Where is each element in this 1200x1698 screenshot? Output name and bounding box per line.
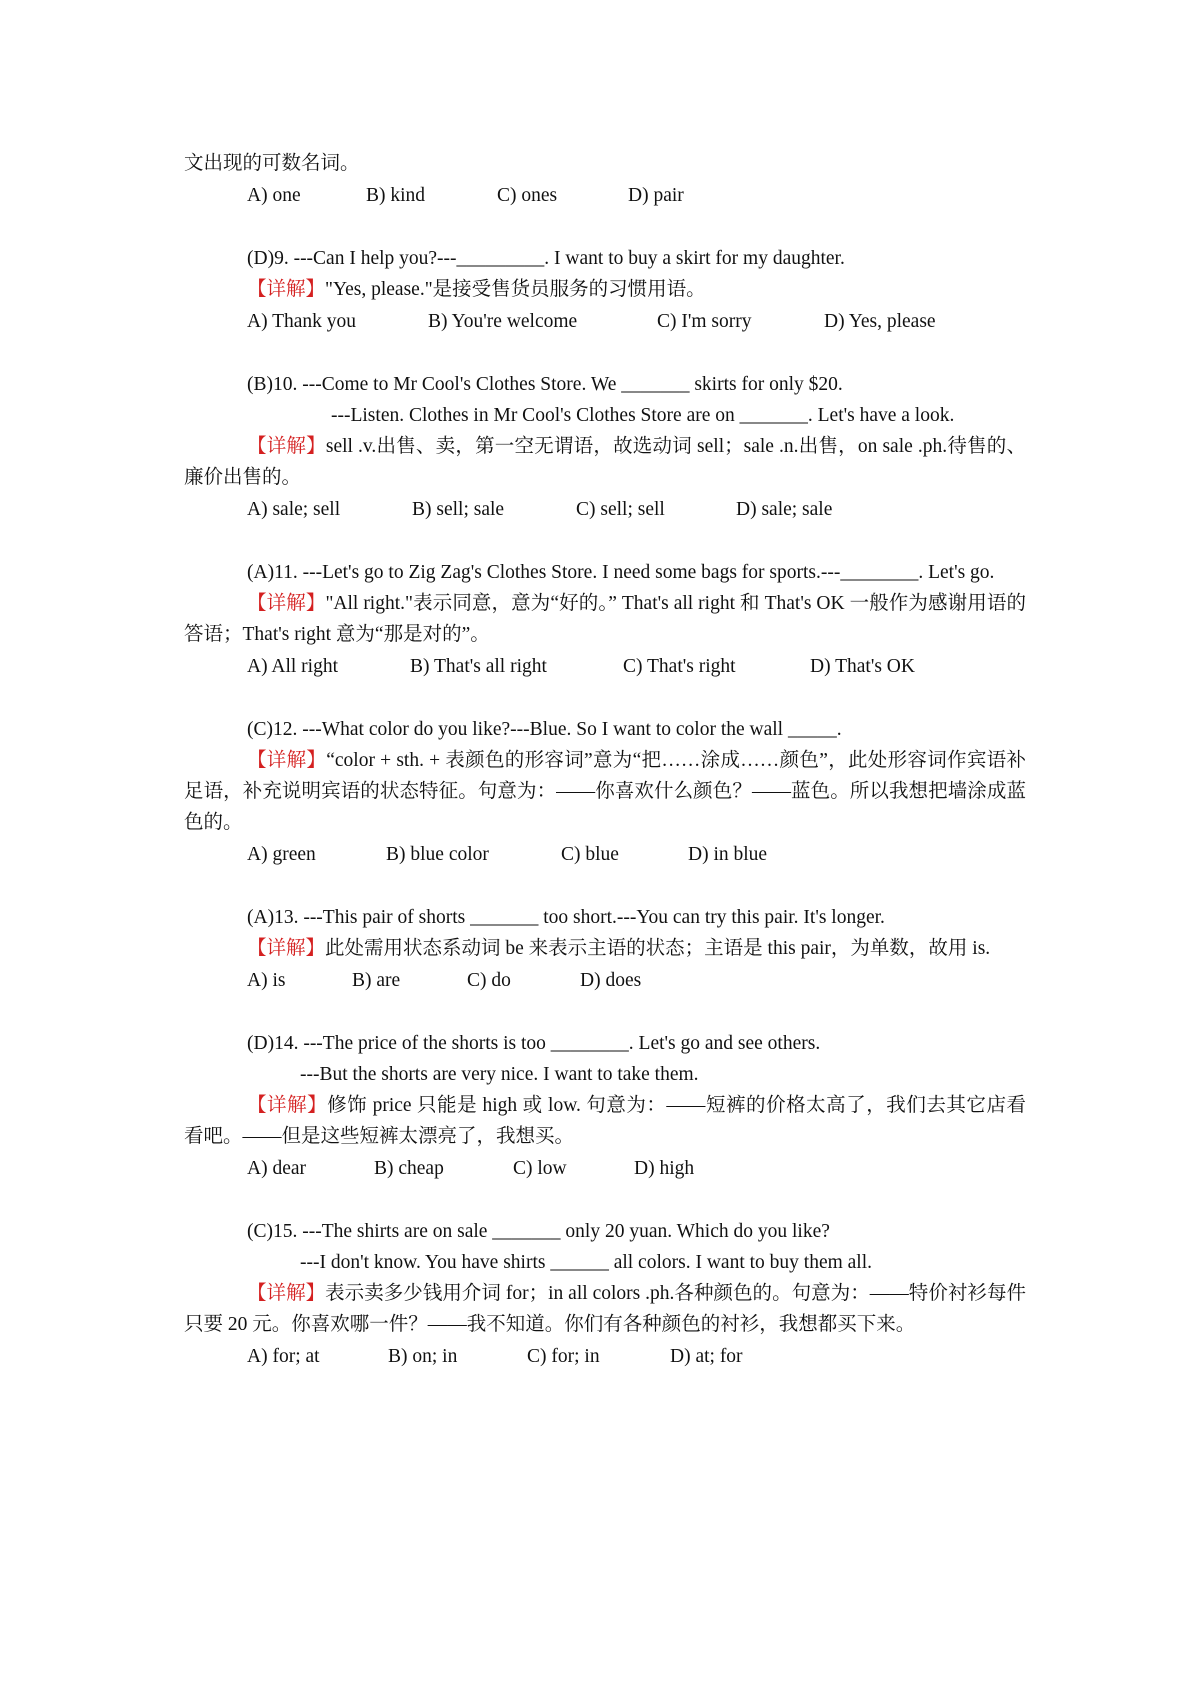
q12-explanation — [184, 745, 1026, 838]
q14-stem-2: ---But the shorts are very nice. I want to take them. — [300, 1064, 699, 1085]
q12-stem: (C)12. ---What color do you like?---Blue. So I want to color the wall _____. — [247, 719, 842, 740]
q13-option-d: D) does — [580, 970, 642, 991]
q15-stem-1: (C)15. ---The shirts are on sale _______ only 20 yuan. Which do you like? — [247, 1221, 830, 1242]
q12-option-d: D) in blue — [688, 844, 768, 865]
q9-option-b: B) You're welcome — [428, 311, 578, 332]
q15-option-b: B) on; in — [388, 1346, 458, 1367]
q11-stem: (A)11. ---Let's go to Zig Zag's Clothes Store. I need some bags for sports.---________. Let's go. — [247, 562, 995, 583]
q11-option-d: D) That's OK — [810, 656, 915, 677]
q8-option-a: A) one — [247, 185, 301, 206]
q15-explanation — [184, 1278, 1026, 1340]
q11-option-c: C) That's right — [623, 656, 736, 677]
q9-options — [184, 305, 1026, 338]
q8-option-c: C) ones — [497, 185, 558, 206]
q11-explain-text: "All right."表示同意，意为“好的。” That's all right 和 That's OK 一般作为感谢用语的答语；That's right 意为“那是对的”。 — [184, 593, 1026, 645]
intro-tail: 文出现的可数名词。 — [184, 153, 360, 174]
q14-stem-1: (D)14. ---The price of the shorts is too ________. Let's go and see others. — [247, 1033, 821, 1054]
q9-stem: (D)9. ---Can I help you?---_________. I want to buy a skirt for my daughter. — [247, 248, 845, 269]
q13-explanation — [184, 933, 1026, 964]
q15-options — [184, 1340, 1026, 1373]
q12-option-b: B) blue color — [386, 844, 489, 865]
q10-option-a: A) sale; sell — [247, 499, 341, 520]
q10-option-b: B) sell; sale — [412, 499, 505, 520]
q10-label: 【详解】 — [247, 436, 326, 457]
q12-label: 【详解】 — [247, 750, 327, 771]
q9-explain-text: "Yes, please."是接受售货员服务的习惯用语。 — [325, 279, 706, 300]
q10-stem-2: ---Listen. Clothes in Mr Cool's Clothes Store are on _______. Let's have a look. — [331, 405, 955, 426]
q14-option-d: D) high — [634, 1158, 695, 1179]
q10-explanation — [184, 431, 1026, 493]
q13-label: 【详解】 — [247, 938, 326, 959]
q13-option-c: C) do — [467, 970, 511, 991]
q14-label: 【详解】 — [247, 1095, 328, 1116]
q9-option-d: D) Yes, please — [824, 311, 936, 332]
q11-option-a: A) All right — [247, 656, 338, 677]
q12-explain-text: “color + sth. + 表颜色的形容词”意为“把……涂成……颜色”，此处形容词作宾语补足语，补充说明宾语的状态特征。句意为：——你喜欢什么颜色？——蓝色。所以我想把墙涂成蓝色的。 — [184, 750, 1026, 833]
q9-option-c: C) I'm sorry — [657, 311, 752, 332]
q13-explain-text: 此处需用状态系动词 be 来表示主语的状态；主语是 this pair，为单数，故用 is. — [325, 938, 991, 959]
q15-label: 【详解】 — [247, 1283, 326, 1304]
q10-explain-text: sell .v.出售、卖，第一空无谓语，故选动词 sell；sale .n.出售，on sale .ph.待售的、廉价出售的。 — [184, 436, 1026, 488]
q15-option-c: C) for; in — [527, 1346, 600, 1367]
q13-options — [184, 964, 1026, 997]
q9-explanation — [184, 274, 1026, 305]
q8-option-d: D) pair — [628, 185, 684, 206]
q12-options — [184, 838, 1026, 871]
q13-option-a: A) is — [247, 970, 286, 991]
q15-option-a: A) for; at — [247, 1346, 320, 1367]
q10-option-c: C) sell; sell — [576, 499, 665, 520]
q14-option-a: A) dear — [247, 1158, 307, 1179]
document-page — [184, 148, 1026, 1373]
q14-option-c: C) low — [513, 1158, 567, 1179]
q10-stem-1: (B)10. ---Come to Mr Cool's Clothes Store. We _______ skirts for only $20. — [247, 374, 843, 395]
q14-explain-text: 修饰 price 只能是 high 或 low. 句意为：——短裤的价格太高了，我们去其它店看看吧。——但是这些短裤太漂亮了，我想买。 — [184, 1095, 1026, 1147]
q8-options — [184, 179, 1026, 212]
q13-stem: (A)13. ---This pair of shorts _______ too short.---You can try this pair. It's longer. — [247, 907, 885, 928]
q15-stem-2: ---I don't know. You have shirts ______ all colors. I want to buy them all. — [300, 1252, 873, 1273]
q11-explanation — [184, 588, 1026, 650]
q15-explain-text: 表示卖多少钱用介词 for；in all colors .ph.各种颜色的。句意为：——特价衬衫每件只要 20 元。你喜欢哪一件？——我不知道。你们有各种颜色的衬衫，我想都买下来。 — [184, 1283, 1026, 1335]
q11-option-b: B) That's all right — [410, 656, 547, 677]
q9-label: 【详解】 — [247, 279, 326, 300]
q12-option-a: A) green — [247, 844, 316, 865]
q15-option-d: D) at; for — [670, 1346, 743, 1367]
q13-option-b: B) are — [352, 970, 401, 991]
q14-option-b: B) cheap — [374, 1158, 444, 1179]
q11-options — [184, 650, 1026, 683]
q10-option-d: D) sale; sale — [736, 499, 833, 520]
q10-options — [184, 493, 1026, 526]
q14-options — [184, 1152, 1026, 1185]
q8-option-b: B) kind — [366, 185, 426, 206]
q12-option-c: C) blue — [561, 844, 619, 865]
q9-option-a: A) Thank you — [247, 311, 357, 332]
q14-explanation — [184, 1090, 1026, 1152]
q11-label: 【详解】 — [247, 593, 326, 614]
